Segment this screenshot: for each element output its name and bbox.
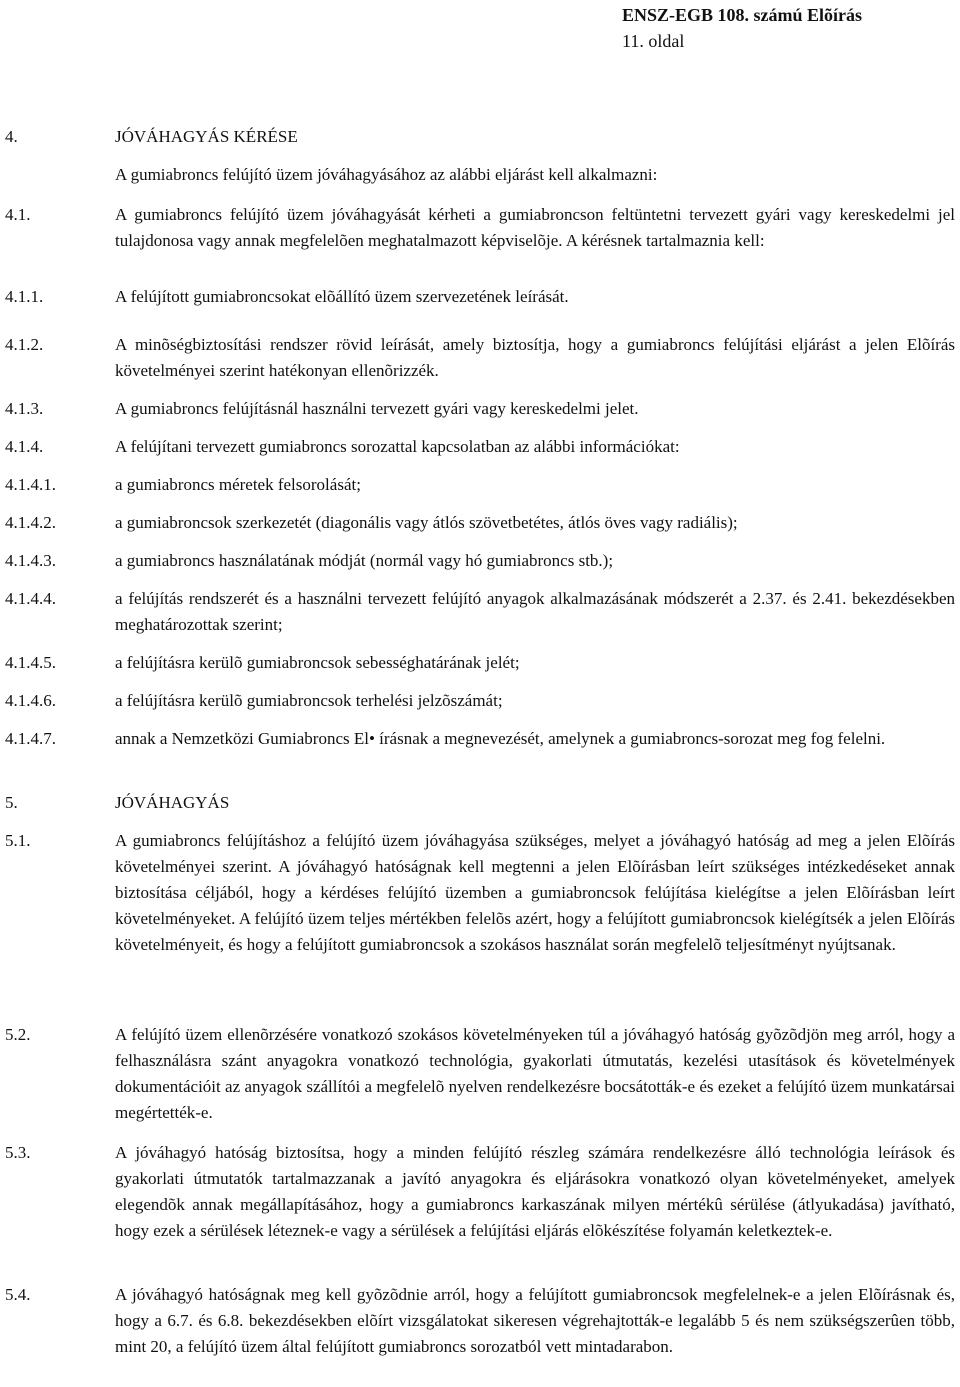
section-number: 4.1.4. bbox=[5, 437, 44, 456]
section-title: JÓVÁHAGYÁS bbox=[115, 793, 230, 812]
section-number: 5.2. bbox=[5, 1025, 31, 1044]
section-number: 4.1.1. bbox=[5, 287, 44, 306]
section-number: 4.1. bbox=[5, 205, 31, 224]
paragraph-text: a felújításra kerülõ gumiabroncsok terhelési jelzõszámát; bbox=[115, 691, 503, 710]
paragraph-text: A jóváhagyó hatóságnak meg kell gyõzõdnie arról, hogy a felújított gumiabroncsok megfelelnek-e a jelen Elõírásnak és, hogy a 6.7. és 6.8. bekezdésekben elõírt vizsgálatokat sikeresen végrehajtották-e legalább 5 és nem szükségszerûen több, mint 20, a felújító üzem által felújított gumiabroncs sorozatból vett mintadarabon. bbox=[115, 1285, 955, 1356]
page-header bbox=[622, 2, 942, 54]
paragraph-text: annak a Nemzetközi Gumiabroncs El• írásnak a megnevezését, amelynek a gumiabroncs-sorozat meg fog felelni. bbox=[115, 729, 886, 748]
page-number: 11. oldal bbox=[622, 31, 685, 51]
section-number: 4.1.4.5. bbox=[5, 653, 56, 672]
paragraph-text: A minõségbiztosítási rendszer rövid leírását, amely biztosítja, hogy a gumiabroncs felújítási eljárást a jelen Elõírás követelményei szerint hatékonyan ellenõrizzék. bbox=[115, 335, 955, 380]
paragraph-text: a felújítás rendszerét és a használni tervezett felújító anyagok alkalmazásának módszerét a 2.37. és 2.41. bekezdésekben meghatározottak szerint; bbox=[115, 589, 955, 634]
section-number: 4.1.4.3. bbox=[5, 551, 56, 570]
section-number: 5.3. bbox=[5, 1143, 31, 1162]
paragraph-text: A gumiabroncs felújító üzem jóváhagyását kérheti a gumiabroncson feltüntetni tervezett gyári vagy kereskedelmi jel tulajdonosa vagy annak megfelelõen meghatalmazott képviselõje. A kérésnek tartalmaznia kell: bbox=[115, 205, 955, 250]
paragraph-text: A gumiabroncs felújításnál használni tervezett gyári vagy kereskedelmi jelet. bbox=[115, 399, 639, 418]
paragraph-text: a gumiabroncs méretek felsorolását; bbox=[115, 475, 361, 494]
section-number: 4.1.4.2. bbox=[5, 513, 56, 532]
paragraph-text: A gumiabroncs felújító üzem jóváhagyásához az alábbi eljárást kell alkalmazni: bbox=[115, 165, 658, 184]
section-title: JÓVÁHAGYÁS KÉRÉSE bbox=[115, 127, 298, 146]
paragraph-text: A felújító üzem ellenõrzésére vonatkozó szokásos követelményeken túl a jóváhagyó hatóság gyõzõdjön meg arról, hogy a felhasználásra szánt anyagokra vonatkozó technológia, gyakorlati útmutatás, kezelési utasítások és követelmények dokumentációit az anyagok szállítói a megfelelõ nyelven rendelkezésre bocsátották-e és ezeket a felújító üzem munkatársai megértették-e. bbox=[115, 1025, 955, 1122]
section-number: 4.1.4.6. bbox=[5, 691, 56, 710]
section-number: 4.1.3. bbox=[5, 399, 44, 418]
section-number: 5.1. bbox=[5, 831, 31, 850]
paragraph-text: A jóváhagyó hatóság biztosítsa, hogy a minden felújító részleg számára rendelkezésre álló technológia leírások és gyakorlati útmutatók tartalmazzanak a javító anyagokra és eljárásokra vonatkozó olyan követelményeket, amelyek elegendõk annak megállapításához, hogy a gumiabroncs karkaszának milyen mértékû sérülése (átlyukadása) javítható, hogy ezek a sérülések léteznek-e vagy a sérülések a felújítási eljárás elõkészítése folyamán keletkeztek-e. bbox=[115, 1143, 955, 1240]
section-number: 4.1.2. bbox=[5, 335, 44, 354]
paragraph-text: a felújításra kerülõ gumiabroncsok sebességhatárának jelét; bbox=[115, 653, 520, 672]
section-number: 5. bbox=[5, 793, 18, 812]
section-number: 4.1.4.1. bbox=[5, 475, 56, 494]
paragraph-text: A felújítani tervezett gumiabroncs sorozattal kapcsolatban az alábbi információkat: bbox=[115, 437, 680, 456]
paragraph-text: A felújított gumiabroncsokat elõállító üzem szervezetének leírását. bbox=[115, 287, 569, 306]
paragraph-text: a gumiabroncsok szerkezetét (diagonális vagy átlós szövetbetétes, átlós öves vagy radiális); bbox=[115, 513, 738, 532]
paragraph-text: A gumiabroncs felújításhoz a felújító üzem jóváhagyása szükséges, melyet a jóváhagyó hatóság ad meg a jelen Elõírás követelményei szerint. A jóváhagyó hatóságnak kell megtenni a jelen Elõírásban leírt szükséges intézkedéseket annak biztosítása céljából, hogy a kérdéses felújító üzemben a gumiabroncsok felújítása kielégítse a jelen Elõírásban leírt követelményeket. A felújító üzem teljes mértékben felelõs azért, hogy a felújított gumiabroncsok kielégítsék a jelen Elõírás követelményeit, és hogy a felújított gumiabroncsok a szokásos használat során megfelelõ teljesítményt nyújtsanak. bbox=[115, 831, 955, 954]
paragraph-text: a gumiabroncs használatának módját (normál vagy hó gumiabroncs stb.); bbox=[115, 551, 614, 570]
section-number: 4.1.4.4. bbox=[5, 589, 56, 608]
document-title: ENSZ-EGB 108. számú Elõírás bbox=[622, 5, 863, 25]
section-number: 4. bbox=[5, 127, 18, 146]
section-number: 4.1.4.7. bbox=[5, 729, 56, 748]
section-number: 5.4. bbox=[5, 1285, 31, 1304]
